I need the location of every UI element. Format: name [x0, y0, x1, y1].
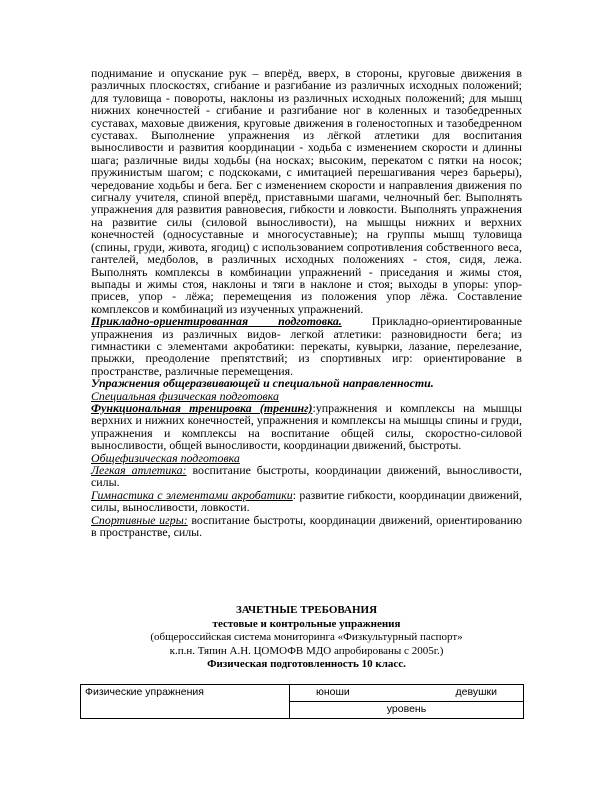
girls-label: девушки	[455, 686, 497, 698]
special-prep-heading: Специальная физическая подготовка	[91, 388, 279, 403]
level-label: уровень	[386, 703, 427, 715]
paragraph-exercises: поднимание и опускание рук – вперёд, вверх, в стороны, круговые движения в различных плоскостях, сгибание и разгибание из различных исходных положений; для туловища - повороты, наклоны из различных исходных положений; для мышц нижних конечностей - сгибание и разгибание ног в коленных и тазобедренных суставах, маховые движения, круговые движения в голеностопных и тазобедренном суставах. Выполнение упражнения из лёгкой атлетики для воспитания выносливости и развития координации - ходьба с изменением скорости и длинны шага; различные виды ходьбы (на носках; высоким, перекатом с пятки на носок; пружинистым шагом; с подскоками, с имитацией перешагивания через барьеры), чередование ходьбы и бега. Бег с изменением скорости и направления движения по сигналу учителя, спиной вперёд, приставными шагами, челночный бег. Выполнять упражнения для развития равновесия, гибкости и ловкости. Выполнять упражнения на развитие силы (силовой выносливости), на мышцы нижних и верхних конечностей (односуставные и многосуставные); на группы мышц туловища (спины, груди, живота, ягодиц) с использованием сопротивления собственного веса, гантелей, медболов, в различных исходных положениях - стоя, сидя, лежа. Выполнять комплексы в комбинации упражнений - приседания и жимы стоя, выпады и жимы стоя, наклоны и тяги в наклоне и стоя; выходы в упоры: упор-присев, упор - лёжа; перемещения из положения упор лёжа. Составление комплексов и комбинаций из изученных упражнений.	[91, 66, 522, 316]
functional-title: Функциональная тренировка (тренинг)	[91, 400, 313, 415]
applied-title: Прикладно-ориентированная подготовка.	[91, 314, 342, 329]
body-text	[91, 67, 522, 538]
applied-text: Прикладно-ориентированные упражнения из различных видов- легкой атлетики: разновидности бега; из гимнастики с элементами акробатики: перекаты, кувырки, лазание, перелезание, прыжки, преодоление препятствий; из спортивных игр: ориентирование в пространстве, различные перемещения.	[91, 314, 522, 378]
sport-games-text: воспитание быстроты, координации движений, ориентированию в пространстве, силы.	[91, 512, 522, 540]
athletics-text: воспитание быстроты, координации движений, выносливости, силы.	[91, 463, 522, 490]
requirements-subtitle: тестовые и контрольные упражнения	[212, 617, 401, 630]
requirements-block	[91, 604, 522, 672]
general-prep-heading: Общефизическая подготовка	[91, 450, 240, 465]
sport-games-label: Спортивные игры:	[91, 512, 188, 527]
gymnastics-label: Гимнастика с элементами акробатики	[91, 487, 293, 502]
requirements-authors: к.п.н. Тяпин А.Н. ЦОМОФВ МДО апробированы с 2005г.)	[169, 644, 444, 657]
table-row	[81, 685, 524, 702]
functional-text: :упражнения и комплексы на мышцы верхних и нижних конечностей, упражнения и комплексы на мышцы спины и груди, упражнения и комплексы на воспитание общей силы, скоростно-силовой выносливости, общей выносливости, координации движений, быстроты.	[91, 400, 522, 453]
general-special-title: Упражнения общеразвивающей и специальной направленности.	[91, 376, 434, 391]
requirements-grade: Физическая подготовленность 10 класс.	[207, 658, 406, 670]
requirements-title: ЗАЧЕТНЫЕ ТРЕБОВАНИЯ	[235, 604, 378, 616]
table-header-exercises	[81, 685, 290, 719]
table-header-level	[290, 702, 524, 719]
athletics-label: Легкая атлетика:	[91, 463, 187, 477]
gymnastics-text: : развитие гибкости, координации движений, силы, выносливости, ловкости.	[91, 487, 522, 515]
requirements-system: (общероссийская система мониторинга «Физкультурный паспорт»	[150, 631, 463, 643]
boys-label: юноши	[316, 686, 350, 698]
exercises-label: Физические упражнения	[85, 686, 204, 698]
paragraph-applied	[91, 315, 522, 377]
table-header-gender	[290, 685, 524, 702]
paragraph-gymnastics	[91, 489, 522, 514]
paragraph-sport-games	[91, 514, 522, 539]
paragraph-functional	[91, 402, 522, 452]
requirements-table	[80, 684, 524, 719]
paragraph-athletics	[91, 464, 522, 489]
